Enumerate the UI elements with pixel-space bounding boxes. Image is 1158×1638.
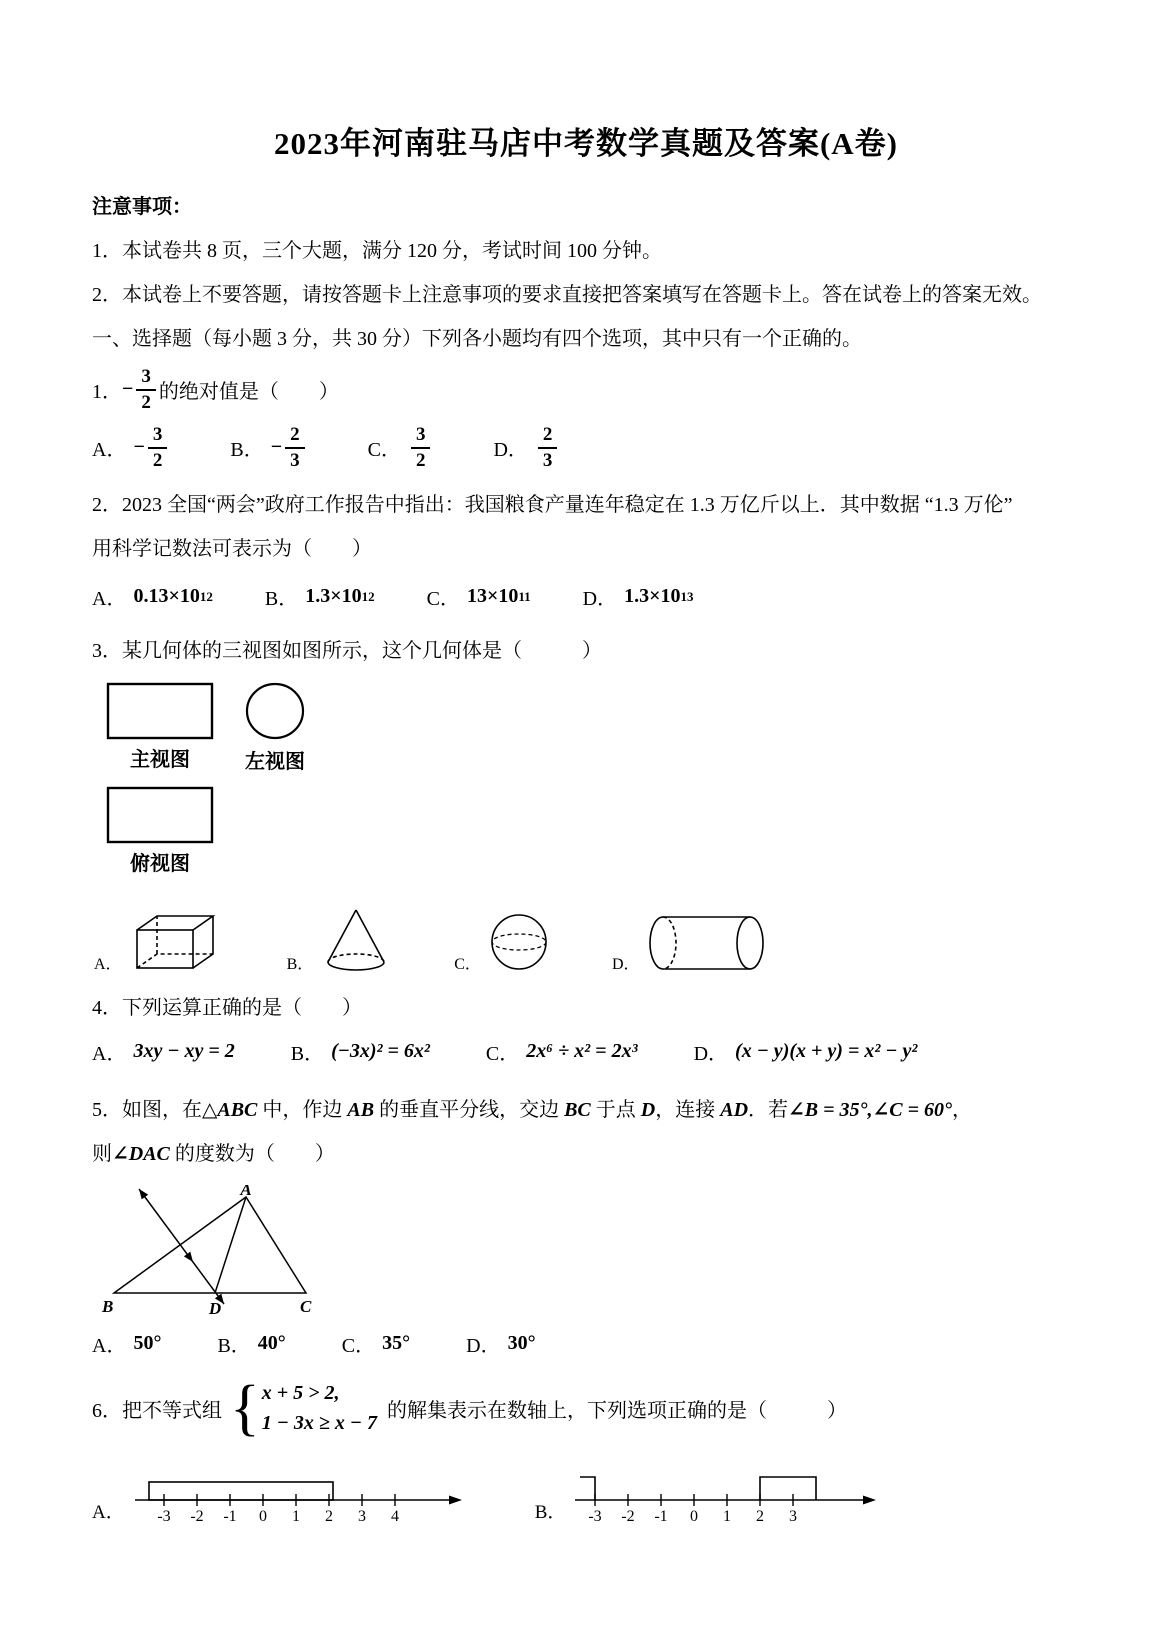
- q5-ad: AD: [720, 1099, 749, 1122]
- q1-frac-numerator: 3: [136, 366, 156, 391]
- q5-option-a: [92, 1329, 161, 1358]
- q4-option-a: [92, 1037, 235, 1066]
- q5-text-9: 的度数为（ ）: [169, 1143, 335, 1166]
- q6-text-suffix: 的解集表示在数轴上，下列选项正确的是（ ）: [386, 1399, 847, 1422]
- axis-arrow: [449, 1496, 462, 1505]
- q1-option-c-label: C．: [367, 439, 401, 462]
- svg-text:1: 1: [291, 1508, 300, 1525]
- q4-option-d-expr: (x − y)(x + y) = x² − y²: [735, 1040, 918, 1063]
- question-1-statement: [92, 366, 1080, 414]
- q1-option-d-fraction: $\frac{2}{3}$: [538, 424, 558, 472]
- cylinder-figure: [647, 912, 769, 974]
- svg-text:-1: -1: [654, 1508, 669, 1525]
- vertex-c-label: C: [300, 1297, 312, 1317]
- q5-option-b: [217, 1329, 285, 1358]
- svg-text:3: 3: [357, 1508, 366, 1525]
- number-line-b: [570, 1462, 885, 1524]
- notice-item-2: 2．本试卷上不要答题，请按答题卡上注意事项的要求直接把答案填写在答题卡上。答在试卷上的答案无效。: [92, 284, 1042, 306]
- q5-option-c: [342, 1329, 410, 1358]
- svg-text:2: 2: [324, 1508, 333, 1525]
- q3-option-a: [94, 908, 225, 974]
- triangle-abc-outline: [114, 1197, 306, 1293]
- q1-option-d-label: D．: [493, 439, 528, 462]
- q6-system-brace: {: [230, 1373, 260, 1442]
- svg-text:-1: -1: [223, 1508, 237, 1525]
- top-view-label: 俯视图: [130, 853, 190, 876]
- q1-option-c: [368, 424, 434, 472]
- cylinder-edges: [650, 917, 763, 969]
- q5-option-c-label: C．: [341, 1335, 376, 1358]
- svg-text:0: 0: [258, 1508, 267, 1525]
- q2-option-b-value: 1.3×10: [305, 585, 362, 608]
- left-view-label: 左视图: [245, 751, 305, 774]
- axis-arrow: [863, 1496, 876, 1505]
- q6-inequality-1: x + 5 > 2,: [261, 1382, 340, 1405]
- q3-option-d: [612, 912, 769, 974]
- q5-text-8: 则: [92, 1143, 112, 1166]
- top-view-rect: [108, 788, 212, 842]
- sphere-equator: [492, 934, 546, 950]
- q5-text-6: ．若: [748, 1099, 789, 1122]
- q5-d: D: [640, 1099, 656, 1122]
- q4-option-a-label: A．: [92, 1043, 127, 1066]
- bisector-arrow-mid: [184, 1252, 193, 1262]
- sphere-outline: [492, 915, 546, 969]
- vertex-b-label: B: [102, 1297, 114, 1317]
- q2-option-b-exp: 12: [361, 588, 375, 604]
- q5-ab: AB: [347, 1099, 375, 1122]
- q1-option-d: [493, 424, 560, 472]
- q1-option-a: [92, 424, 170, 472]
- q6-inequality-system: [262, 1378, 377, 1438]
- q4-option-b: [291, 1037, 430, 1066]
- front-view-figure: [106, 682, 214, 740]
- number-line-a: [129, 1462, 469, 1524]
- q3-three-views: [106, 682, 1080, 774]
- perpendicular-bisector: [139, 1189, 224, 1304]
- q1-number: 1．: [92, 381, 122, 404]
- q5-option-a-label: A．: [92, 1335, 127, 1358]
- q5-text-7: ，: [952, 1099, 973, 1122]
- page-title: 2023年河南驻马店中考数学真题及答案(A卷): [273, 126, 899, 161]
- q1-option-c-fraction: $\frac{3}{2}$: [411, 424, 431, 472]
- q4-option-b-label: B．: [290, 1043, 325, 1066]
- q4-option-a-expr: 3xy − xy = 2: [133, 1040, 235, 1063]
- svg-text:3: 3: [789, 1508, 798, 1525]
- q3-option-d-label: D．: [611, 956, 640, 974]
- q1-fraction: [136, 366, 156, 414]
- q4-option-c: [486, 1037, 638, 1066]
- vertex-a-label: A: [240, 1185, 252, 1200]
- cylinder-hidden-arc: [663, 917, 676, 969]
- left-view-figure: [244, 682, 306, 742]
- q3-option-a-label: A．: [94, 956, 122, 974]
- top-view-figure: [106, 786, 214, 844]
- question-4-statement: 4．下列运算正确的是（ ）: [92, 997, 362, 1020]
- cuboid-edges: [137, 916, 213, 968]
- q5-option-d-value: 30°: [507, 1332, 536, 1355]
- q5-text-1: 5．如图，在: [92, 1099, 202, 1122]
- sphere-figure: [488, 912, 550, 974]
- front-view-label: 主视图: [130, 749, 190, 772]
- q4-options: [92, 1037, 1080, 1066]
- q1-option-b: [230, 424, 307, 472]
- q5-text-3: 的垂直平分线，交边: [374, 1099, 565, 1122]
- bisector-arrow-top: [139, 1189, 148, 1199]
- cone-figure: [320, 906, 392, 974]
- q4-option-b-expr: (−3x)² = 6x²: [331, 1040, 430, 1063]
- q5-option-d-label: D．: [466, 1335, 501, 1358]
- q5-options: [92, 1329, 1080, 1358]
- solution-box: [149, 1482, 333, 1500]
- q2-option-d-value: 1.3×10: [624, 585, 681, 608]
- question-5-line1: [92, 1092, 1080, 1129]
- left-view: [244, 682, 306, 774]
- q5-figure-lines: [114, 1189, 306, 1304]
- q2-option-a: [92, 582, 213, 611]
- q5-option-b-value: 40°: [257, 1332, 286, 1355]
- q5-triangle-abc: △ABC: [202, 1099, 258, 1122]
- q1-option-a-fraction: $\frac{3}{2}$: [148, 424, 168, 472]
- top-view: [106, 786, 214, 876]
- q5-text-4: 于点: [590, 1099, 641, 1122]
- q2-option-d: [583, 582, 694, 611]
- svg-text:4: 4: [390, 1508, 399, 1525]
- q6-text-prefix: 6．把不等式组: [92, 1399, 222, 1422]
- q1-options: [92, 424, 1080, 472]
- q2-option-a-exp: 12: [199, 588, 213, 604]
- q6-option-b: [535, 1462, 886, 1524]
- q1-frac-denominator: 2: [141, 391, 151, 413]
- cone-hidden-arc: [328, 954, 384, 962]
- q5-angle-dac: ∠DAC: [112, 1143, 170, 1166]
- question-6-statement: [92, 1373, 1080, 1442]
- q5-bc: BC: [564, 1099, 591, 1122]
- q2-option-b: [265, 582, 375, 611]
- q5-triangle-figure: [96, 1185, 366, 1319]
- q1-text: 的绝对值是（ ）: [158, 381, 339, 404]
- q6-option-figures: [92, 1462, 1080, 1524]
- front-view: [106, 682, 214, 772]
- svg-text:-2: -2: [190, 1508, 204, 1525]
- q5-text-2: 中，作边: [257, 1099, 348, 1122]
- q5-text-5: ，连接: [655, 1099, 721, 1122]
- q2-option-b-label: B．: [264, 588, 299, 611]
- q6-inequality-2: 1 − 3x ≥ x − 7: [261, 1412, 377, 1435]
- notice-header: 注意事项：: [92, 196, 192, 218]
- cone-edges: [328, 910, 384, 970]
- section-heading: 一、选择题（每小题 3 分，共 30 分）下列各小题均有四个选项，其中只有一个正确的。: [92, 328, 862, 350]
- q3-option-figures: [94, 906, 1080, 974]
- q5-option-d: [466, 1329, 535, 1358]
- q3-option-b: [287, 906, 393, 974]
- segment-ad: [215, 1197, 246, 1293]
- q6-option-a-label: A．: [92, 1502, 125, 1524]
- q6-option-a: [92, 1462, 469, 1524]
- left-view-circle: [247, 684, 303, 738]
- q4-option-c-label: C．: [485, 1043, 520, 1066]
- q1-option-b-fraction: $\frac{2}{3}$: [285, 424, 305, 472]
- q2-option-a-label: A．: [92, 588, 127, 611]
- q2-option-c-exp: 11: [518, 588, 531, 604]
- q5-angles-given: ∠B = 35°,∠C = 60°: [788, 1099, 953, 1122]
- question-3-statement: 3．某几何体的三视图如图所示，这个几何体是（ ）: [92, 640, 602, 663]
- svg-text:-3: -3: [588, 1508, 603, 1525]
- q2-option-c-label: C．: [426, 588, 460, 611]
- svg-text:1: 1: [723, 1508, 732, 1525]
- q1-option-a-label: A．: [92, 439, 127, 462]
- q1-option-a-sign: −: [133, 436, 145, 459]
- q4-option-d-label: D．: [693, 1043, 729, 1066]
- q3-option-c: [454, 912, 550, 974]
- solution-box: [760, 1477, 816, 1500]
- svg-text:2: 2: [756, 1508, 765, 1525]
- q2-option-a-value: 0.13×10: [133, 585, 200, 608]
- q3-option-c-label: C．: [454, 956, 481, 974]
- tick-labels: [157, 1508, 399, 1524]
- q2-option-c-value: 13×10: [466, 585, 519, 608]
- svg-text:-3: -3: [157, 1508, 171, 1525]
- left-bound-mark: [580, 1477, 595, 1500]
- front-view-rect: [108, 684, 212, 738]
- q6-option-b-label: B．: [534, 1502, 567, 1524]
- question-2-line1: 2．2023 全国“两会”政府工作报告中指出：我国粮食产量连年稳定在 1.3 万亿斤以上．其中数据 “1.3 万伦”: [92, 494, 1013, 517]
- q3-option-b-label: B．: [286, 956, 314, 974]
- q5-option-c-value: 35°: [382, 1332, 411, 1355]
- notice-item-1: 1．本试卷共 8 页，三个大题，满分 120 分，考试时间 100 分钟。: [92, 240, 662, 262]
- q1-option-b-label: B．: [230, 439, 264, 462]
- q5-option-a-value: 50°: [133, 1332, 162, 1355]
- q2-option-d-label: D．: [582, 588, 618, 611]
- q4-option-c-expr: 2x⁶ ÷ x² = 2x³: [526, 1040, 638, 1063]
- q4-option-d: [694, 1037, 918, 1066]
- tick-labels: [589, 1508, 798, 1524]
- q2-options: [92, 582, 1080, 611]
- q1-option-b-sign: −: [270, 436, 283, 459]
- question-5-line2: [92, 1136, 1080, 1173]
- q1-frac-sign: −: [122, 378, 134, 401]
- q2-option-d-exp: 13: [680, 588, 694, 604]
- question-2-line2: 用科学记数法可表示为（ ）: [92, 538, 372, 561]
- svg-text:-2: -2: [621, 1508, 636, 1525]
- q2-option-c: [427, 582, 531, 611]
- svg-text:0: 0: [690, 1508, 699, 1525]
- q5-option-b-label: B．: [217, 1335, 251, 1358]
- cuboid-figure: [129, 908, 225, 974]
- vertex-d-label: D: [208, 1299, 222, 1319]
